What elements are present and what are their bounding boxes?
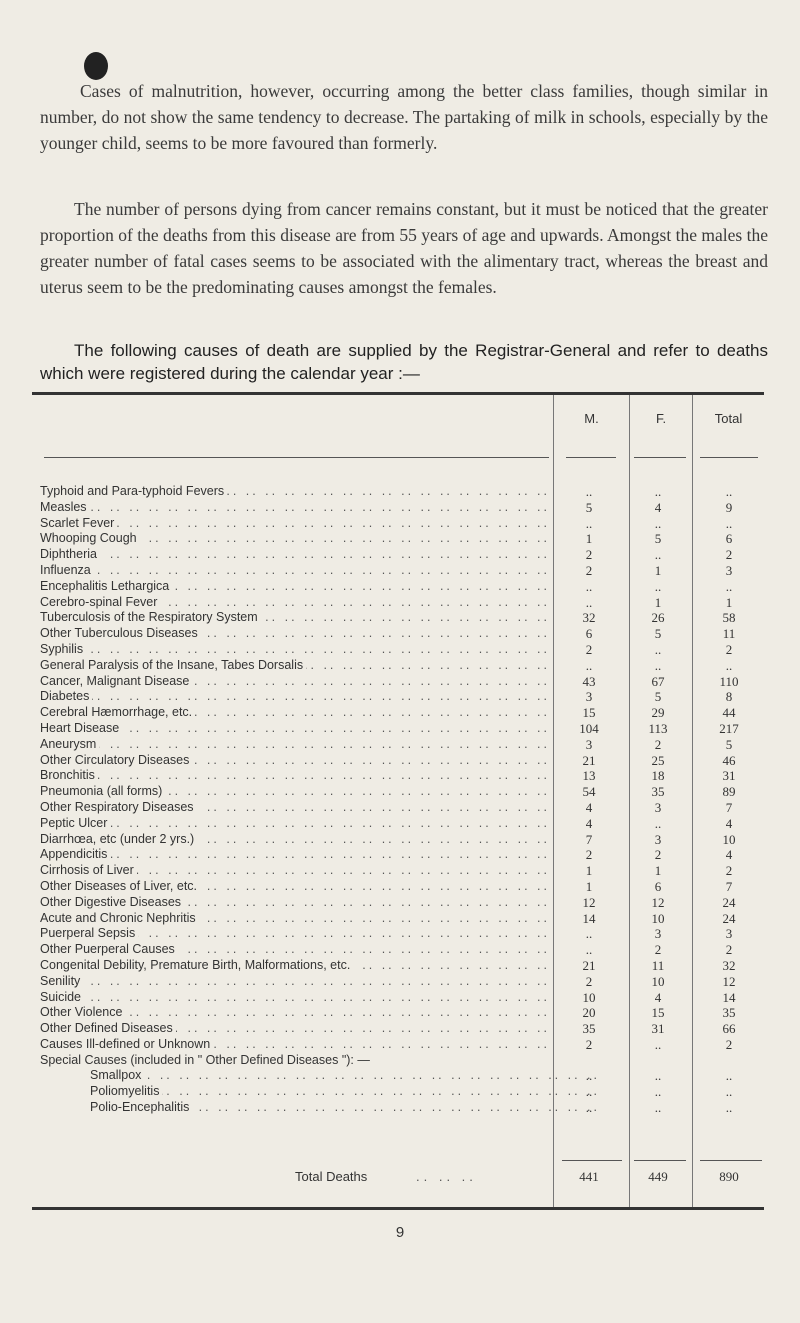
cell-f: 10 [651, 910, 665, 926]
row-label [40, 784, 550, 800]
cell-f: 29 [651, 705, 665, 721]
table-row [40, 737, 768, 753]
row-label [40, 800, 550, 816]
row-label [40, 563, 550, 579]
cell-f: .. [654, 1068, 662, 1084]
cell-f: .. [654, 547, 662, 563]
cell-m: 2 [585, 547, 593, 563]
cell-m: 4 [585, 799, 593, 815]
cell-f: 18 [651, 768, 665, 784]
table-row [40, 500, 768, 516]
row-label [40, 832, 550, 848]
cell-total: 14 [722, 989, 736, 1005]
cell-f: .. [654, 578, 662, 594]
table-row [40, 958, 768, 974]
table-row [40, 911, 768, 927]
row-label-text: Acute and Chronic Nephritis [40, 911, 199, 925]
cell-m: .. [585, 578, 593, 594]
cell-total: 7 [725, 878, 733, 894]
row-label-text: Other Defined Diseases [40, 1021, 176, 1035]
cell-m: 10 [582, 989, 596, 1005]
table-row [40, 847, 768, 863]
totals-f: 449 [648, 1169, 668, 1184]
row-label-text: General Paralysis of the Insane, Tabes Dorsalis [40, 658, 306, 672]
row-label-text: Heart Disease [40, 721, 122, 735]
row-label [40, 595, 550, 611]
table-row [40, 705, 768, 721]
row-label [40, 579, 550, 595]
row-label [40, 942, 550, 958]
cell-total: .. [725, 1068, 733, 1084]
row-label [40, 990, 550, 1006]
cell-f: .. [654, 1100, 662, 1116]
cell-total: 3 [725, 926, 733, 942]
row-label-text: Other Respiratory Diseases [40, 800, 197, 814]
table-row [40, 1053, 768, 1069]
row-label [40, 768, 550, 784]
cell-f: 4 [654, 989, 662, 1005]
cell-m: 54 [582, 784, 596, 800]
row-label-text: Other Circulatory Diseases [40, 753, 192, 767]
cell-total: 35 [722, 1005, 736, 1021]
table-row [40, 547, 768, 563]
cell-m: 13 [582, 768, 596, 784]
cell-total: 6 [725, 531, 733, 547]
table-row [40, 1037, 768, 1053]
row-label-text: Other Puerperal Causes [40, 942, 178, 956]
row-label-text: Cerebral Hæmorrhage, etc. [40, 705, 195, 719]
row-label [40, 500, 550, 516]
header-underline [44, 457, 549, 458]
totals-label: Total Deaths [295, 1169, 368, 1184]
cell-total: 2 [725, 1036, 733, 1052]
cell-total: 2 [725, 942, 733, 958]
cell-total: 217 [719, 720, 739, 736]
table-row [40, 1005, 768, 1021]
cell-m: 3 [585, 736, 593, 752]
cell-f: .. [654, 641, 662, 657]
cell-total: 7 [725, 799, 733, 815]
table-bottom-rule [32, 1207, 764, 1210]
cell-f: 4 [654, 499, 662, 515]
cell-m: 43 [582, 673, 596, 689]
table-row [40, 1068, 768, 1084]
header-underline [566, 457, 616, 458]
page-number: 9 [395, 1224, 405, 1241]
table-row [40, 879, 768, 895]
cell-total: .. [725, 515, 733, 531]
row-label-text: Bronchitis [40, 768, 98, 782]
cell-m: 104 [579, 720, 599, 736]
cell-f: 5 [654, 531, 662, 547]
row-label-text: Smallpox [90, 1068, 144, 1082]
leader-dots: .. .. .. [416, 1169, 477, 1184]
row-label [40, 547, 550, 563]
row-label-text: Diabetes [40, 689, 92, 703]
cell-f: 10 [651, 973, 665, 989]
cell-m: 12 [582, 894, 596, 910]
cell-f: 113 [648, 720, 668, 736]
paragraph-cancer: The number of persons dying from cancer remains constant, but it must be noticed that the greater proportion of the deaths from this disease are from 55 years of age and upwards. Amongst the males the greater number of fatal cases seems to be associated with the alimentary tract, whereas the breast and uterus seem to be the predominating causes amongst the females. [40, 199, 768, 297]
cell-m: 2 [585, 973, 593, 989]
cell-total: 24 [722, 910, 736, 926]
cell-total: 2 [725, 641, 733, 657]
row-label-text: Tuberculosis of the Respiratory System [40, 610, 261, 624]
row-label-text: Polio-Encephalitis [90, 1100, 192, 1114]
row-label-text: Encephalitis Lethargica [40, 579, 172, 593]
row-label [40, 1005, 550, 1021]
row-label [40, 753, 550, 769]
table-row [40, 1084, 768, 1100]
table-row [40, 816, 768, 832]
cell-f: 5 [654, 689, 662, 705]
row-label-text: Other Violence [40, 1005, 125, 1019]
cell-m: 21 [582, 752, 596, 768]
row-label [40, 531, 550, 547]
cell-f: 2 [654, 847, 662, 863]
table-row [40, 895, 768, 911]
row-label [40, 705, 550, 721]
cell-total: 4 [725, 847, 733, 863]
table-row [40, 768, 768, 784]
cell-f: 3 [654, 831, 662, 847]
cell-f: .. [654, 484, 662, 499]
row-label [40, 1084, 600, 1100]
cell-m: 21 [582, 957, 596, 973]
row-label-text: Senility [40, 974, 83, 988]
cell-total: 2 [725, 863, 733, 879]
cell-f: .. [654, 1036, 662, 1052]
table-row [40, 974, 768, 990]
totals-m: 441 [579, 1169, 599, 1184]
table-row [40, 721, 768, 737]
cell-f: 3 [654, 799, 662, 815]
row-label [40, 1068, 600, 1084]
cell-total: 12 [722, 973, 736, 989]
row-label [40, 1100, 600, 1116]
table-row [40, 563, 768, 579]
table-row [40, 832, 768, 848]
cell-m: 32 [582, 610, 596, 626]
cell-m: 1 [585, 531, 593, 547]
cell-total: 3 [725, 562, 733, 578]
cell-m: .. [585, 1084, 593, 1100]
row-label [40, 926, 550, 942]
row-label-text: Other Tuberculous Diseases [40, 626, 201, 640]
row-label-text: Poliomyelitis [90, 1084, 162, 1098]
cell-f: .. [654, 1084, 662, 1100]
cell-m: .. [585, 594, 593, 610]
cell-m: 14 [582, 910, 596, 926]
cell-f: 35 [651, 784, 665, 800]
row-label [40, 516, 550, 532]
cell-f: 6 [654, 878, 662, 894]
row-label-text: Cirrhosis of Liver [40, 863, 137, 877]
row-label-text: Other Digestive Diseases [40, 895, 184, 909]
cell-f: 2 [654, 942, 662, 958]
row-label-text: Pneumonia (all forms) [40, 784, 165, 798]
row-label [40, 1037, 550, 1053]
row-label-text: Causes Ill-defined or Unknown [40, 1037, 213, 1051]
row-label [40, 626, 550, 642]
ink-blot [84, 52, 108, 80]
table-row [40, 516, 768, 532]
cell-m: 20 [582, 1005, 596, 1021]
table-body [40, 484, 768, 1116]
cell-total: .. [725, 578, 733, 594]
row-label [40, 1021, 550, 1037]
row-label-text: Appendicitis [40, 847, 110, 861]
cell-total: .. [725, 1084, 733, 1100]
row-label [40, 974, 550, 990]
cell-m: 2 [585, 847, 593, 863]
cell-f: .. [654, 515, 662, 531]
cell-total: 46 [722, 752, 736, 768]
cell-total: 9 [725, 499, 733, 515]
table-row [40, 626, 768, 642]
table-row [40, 990, 768, 1006]
table-row [40, 1021, 768, 1037]
cell-total: 110 [719, 673, 739, 689]
cell-m: 35 [582, 1021, 596, 1037]
table-row [40, 926, 768, 942]
cell-m: 2 [585, 1036, 593, 1052]
cell-m: .. [585, 1068, 593, 1084]
cell-total: 89 [722, 784, 736, 800]
row-label-text: Syphilis [40, 642, 86, 656]
cell-f: 2 [654, 736, 662, 752]
row-label-text: Measles [40, 500, 90, 514]
header-underline [634, 457, 686, 458]
row-label-text: Diarrhœa, etc (under 2 yrs.) [40, 832, 197, 846]
table-row [40, 784, 768, 800]
table-row [40, 863, 768, 879]
total-line [562, 1160, 622, 1161]
row-label-text: Other Diseases of Liver, etc. [40, 879, 200, 893]
cell-total: 44 [722, 705, 736, 721]
table-row [40, 800, 768, 816]
table-row [40, 579, 768, 595]
table-row [40, 642, 768, 658]
cell-m: 1 [585, 863, 593, 879]
row-label-text: Diphtheria [40, 547, 100, 561]
cell-f: 3 [654, 926, 662, 942]
cell-f: 11 [651, 957, 665, 973]
cell-m: 1 [585, 878, 593, 894]
totals-total: 890 [719, 1169, 739, 1184]
cell-f: 25 [651, 752, 665, 768]
row-label-text: Special Causes (included in " Other Defined Diseases "): — [40, 1053, 373, 1067]
header-underline [700, 457, 758, 458]
row-label-text: Congenital Debility, Premature Birth, Malformations, etc. [40, 958, 353, 972]
cell-total: 58 [722, 610, 736, 626]
cell-total: 10 [722, 831, 736, 847]
table-row [40, 531, 768, 547]
cell-total: 66 [722, 1021, 736, 1037]
cell-total: 11 [722, 626, 736, 642]
row-label-text: Scarlet Fever [40, 516, 117, 530]
row-label [40, 911, 550, 927]
cell-f: 15 [651, 1005, 665, 1021]
cell-m: 3 [585, 689, 593, 705]
cell-f: 1 [654, 562, 662, 578]
table-row [40, 689, 768, 705]
cell-m: 4 [585, 815, 593, 831]
cell-total: .. [725, 484, 733, 499]
table-row [40, 942, 768, 958]
row-label [40, 484, 550, 500]
row-label-text: Aneurysm [40, 737, 99, 751]
row-label [40, 674, 550, 690]
table-row [40, 658, 768, 674]
cell-total: 2 [725, 547, 733, 563]
cell-f: 5 [654, 626, 662, 642]
cell-f: .. [654, 657, 662, 673]
cell-f: .. [654, 815, 662, 831]
cell-m: 2 [585, 641, 593, 657]
cell-f: 31 [651, 1021, 665, 1037]
cell-m: .. [585, 657, 593, 673]
row-label [40, 610, 550, 626]
cell-total: 24 [722, 894, 736, 910]
table-row [40, 753, 768, 769]
cell-m: 2 [585, 562, 593, 578]
row-label [40, 737, 550, 753]
cell-m: 15 [582, 705, 596, 721]
row-label-text: Peptic Ulcer [40, 816, 110, 830]
table-top-rule [32, 392, 764, 395]
total-line [700, 1160, 762, 1161]
row-label [40, 879, 550, 895]
table-row [40, 1100, 768, 1116]
cell-f: 26 [651, 610, 665, 626]
cell-f: 12 [651, 894, 665, 910]
cell-f: 1 [654, 594, 662, 610]
cell-m: .. [585, 1100, 593, 1116]
row-label [40, 816, 550, 832]
row-label-text: Influenza [40, 563, 94, 577]
column-header-m: M. [584, 411, 599, 426]
row-label [40, 642, 550, 658]
total-line [634, 1160, 686, 1161]
cell-m: 5 [585, 499, 593, 515]
column-header-f: F. [655, 411, 667, 426]
row-label [40, 689, 550, 705]
row-label [40, 958, 550, 974]
row-label-text: Suicide [40, 990, 84, 1004]
table-row [40, 610, 768, 626]
cell-m: .. [585, 942, 593, 958]
row-label [40, 847, 550, 863]
row-label [40, 658, 550, 674]
table-row [40, 484, 768, 500]
cell-m: .. [585, 515, 593, 531]
row-label [40, 1053, 550, 1069]
cell-total: 1 [725, 594, 733, 610]
row-label-text: Cancer, Malignant Disease [40, 674, 192, 688]
row-label [40, 721, 550, 737]
cell-total: 5 [725, 736, 733, 752]
cell-m: .. [585, 484, 593, 499]
cell-m: .. [585, 926, 593, 942]
column-header-total: Total [714, 411, 743, 426]
table-row [40, 595, 768, 611]
table-row [40, 674, 768, 690]
cell-m: 7 [585, 831, 593, 847]
cell-total: 31 [722, 768, 736, 784]
cell-f: 1 [654, 863, 662, 879]
cell-total: 32 [722, 957, 736, 973]
paragraph-table-intro: The following causes of death are supplied by the Registrar-General and refer to deaths which were registered during the calendar year :— [40, 341, 768, 383]
cell-total: 4 [725, 815, 733, 831]
row-label [40, 895, 550, 911]
row-label-text: Puerperal Sepsis [40, 926, 138, 940]
cell-f: 67 [651, 673, 665, 689]
row-label-text: Whooping Cough [40, 531, 140, 545]
cell-total: .. [725, 657, 733, 673]
row-label [40, 863, 550, 879]
cell-m: 6 [585, 626, 593, 642]
cell-total: 8 [725, 689, 733, 705]
paragraph-malnutrition: Cases of malnutrition, however, occurring among the better class families, though similar in number, do not show the same tendency to decrease. The partaking of milk in schools, especially by the younger child, seems to be more favoured than formerly. [40, 81, 768, 153]
row-label-text: Cerebro-spinal Fever [40, 595, 160, 609]
cell-total: .. [725, 1100, 733, 1116]
row-label-text: Typhoid and Para-typhoid Fevers [40, 484, 227, 498]
